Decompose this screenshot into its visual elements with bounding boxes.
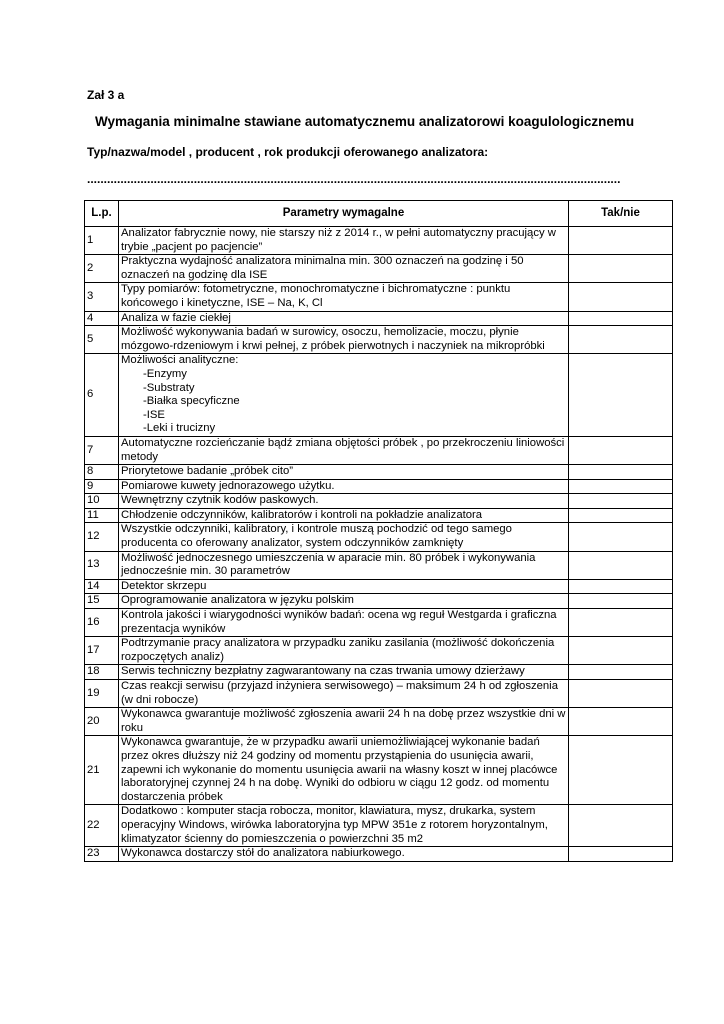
row-number: 23 (85, 847, 119, 862)
row-parameter (119, 665, 569, 680)
parameter-sub-item: -Białka specyficzne (143, 395, 240, 408)
row-number: 9 (85, 479, 119, 494)
yes-no-input-cell[interactable] (569, 326, 673, 354)
table-row (85, 283, 673, 311)
row-number: 13 (85, 551, 119, 579)
requirements-table (84, 200, 673, 862)
row-number: 1 (85, 227, 119, 255)
yes-no-input-cell[interactable] (569, 283, 673, 311)
yes-no-input-cell[interactable] (569, 594, 673, 609)
table-row (85, 255, 673, 283)
yes-no-input-cell[interactable] (569, 436, 673, 464)
parameter-text: Detektor skrzepu (121, 579, 207, 592)
row-parameter (119, 805, 569, 847)
row-parameter (119, 736, 569, 805)
row-parameter (119, 283, 569, 311)
row-parameter (119, 479, 569, 494)
parameter-text: Priorytetowe badanie „próbek cito” (121, 465, 294, 478)
yes-no-input-cell[interactable] (569, 637, 673, 665)
row-number: 22 (85, 805, 119, 847)
parameter-sub-item: -Enzymy (143, 367, 187, 380)
row-number: 17 (85, 637, 119, 665)
parameter-text: Kontrola jakości i wiarygodności wyników badań: ocena wg reguł Westgarda i graficzna prezentacja wyników (121, 609, 557, 635)
row-number: 3 (85, 283, 119, 311)
yes-no-input-cell[interactable] (569, 227, 673, 255)
table-row (85, 665, 673, 680)
table-row (85, 523, 673, 551)
parameter-text: Czas reakcji serwisu (przyjazd inżyniera serwisowego) – maksimum 24 h od zgłoszenia (w dni robocze) (121, 680, 558, 706)
header-yes-no: Tak/nie (569, 201, 673, 227)
row-number: 20 (85, 708, 119, 736)
parameter-text: Serwis techniczny bezpłatny zagwarantowany na czas trwania umowy dzierżawy (121, 665, 525, 678)
table-row (85, 637, 673, 665)
row-number: 16 (85, 609, 119, 637)
yes-no-input-cell[interactable] (569, 708, 673, 736)
yes-no-input-cell[interactable] (569, 609, 673, 637)
row-number: 18 (85, 665, 119, 680)
parameter-text: Wykonawca gwarantuje, że w przypadku awarii uniemożliwiającej wykonanie badań przez okres dłuższy niż 24 godziny od momentu przystąpienia do usunięcia awarii, zapewni ich wykonanie do momentu usunięcia awarii na własny koszt w innej placówce laboratoryjnej czynnej 24 h na dobę. Wyniki do odbioru w ciągu 12 godz. od momentu dostarczenia próbek (121, 736, 558, 803)
row-number: 4 (85, 311, 119, 326)
parameter-text: Wykonawca gwarantuje możliwość zgłoszenia awarii 24 h na dobę przez wszystkie dni w roku (121, 708, 566, 734)
row-parameter (119, 354, 569, 437)
table-row (85, 311, 673, 326)
table-row (85, 479, 673, 494)
row-parameter (119, 311, 569, 326)
row-parameter (119, 609, 569, 637)
row-number: 15 (85, 594, 119, 609)
table-row (85, 227, 673, 255)
parameter-text: Oprogramowanie analizatora w języku polskim (121, 594, 354, 607)
yes-no-input-cell[interactable] (569, 465, 673, 480)
parameter-text: Możliwości analityczne: (121, 354, 239, 367)
parameter-text: Podtrzymanie pracy analizatora w przypadku zaniku zasilania (możliwość dokończenia rozpoczętych analiz) (121, 637, 555, 663)
row-parameter (119, 680, 569, 708)
row-parameter (119, 494, 569, 509)
row-parameter (119, 465, 569, 480)
parameter-text: Możliwość wykonywania badań w surowicy, osoczu, hemolizacie, moczu, płynie mózgowo-rdzeniowym i krwi pełnej, z próbek pierwotnych i naczyniek na mikropróbki (121, 326, 545, 352)
parameter-text: Praktyczna wydajność analizatora minimalna min. 300 oznaczeń na godzinę i 50 oznaczeń na godzinę dla ISE (121, 255, 524, 281)
table-row (85, 708, 673, 736)
parameter-text: Możliwość jednoczesnego umieszczenia w aparacie min. 80 próbek i wykonywania jednocześnie min. 30 parametrów (121, 551, 536, 578)
parameter-text: Wykonawca dostarczy stół do analizatora nabiurkowego. (121, 847, 405, 860)
yes-no-input-cell[interactable] (569, 847, 673, 862)
attachment-label: Zał 3 a (87, 88, 125, 102)
yes-no-input-cell[interactable] (569, 680, 673, 708)
parameter-text: Analiza w fazie ciekłej (121, 311, 231, 324)
table-row (85, 736, 673, 805)
row-parameter (119, 847, 569, 862)
parameter-text: Analizator fabrycznie nowy, nie starszy niż z 2014 r., w pełni automatyczny pracujący w trybie „pacjent po pacjencie” (121, 227, 556, 253)
parameter-sub-item: -Substraty (143, 381, 195, 394)
table-row (85, 508, 673, 523)
yes-no-input-cell[interactable] (569, 494, 673, 509)
row-number: 7 (85, 436, 119, 464)
yes-no-input-cell[interactable] (569, 354, 673, 437)
table-row (85, 354, 673, 437)
row-number: 19 (85, 680, 119, 708)
row-number: 11 (85, 508, 119, 523)
table-row (85, 805, 673, 847)
table-row (85, 847, 673, 862)
table-body (85, 227, 673, 862)
header-parameters: Parametry wymagalne (119, 201, 569, 227)
fill-in-line: ................................................................................................................................................................ (87, 172, 621, 186)
table-row (85, 551, 673, 579)
yes-no-input-cell[interactable] (569, 523, 673, 551)
table-row (85, 326, 673, 354)
row-number: 10 (85, 494, 119, 509)
table-row (85, 465, 673, 480)
yes-no-input-cell[interactable] (569, 508, 673, 523)
parameter-text: Chłodzenie odczynników, kalibratorów i kontroli na pokładzie analizatora (121, 508, 483, 521)
row-number: 21 (85, 736, 119, 805)
header-lp: L.p. (85, 201, 119, 227)
yes-no-input-cell[interactable] (569, 311, 673, 326)
table-row (85, 494, 673, 509)
row-parameter (119, 326, 569, 354)
table-row (85, 436, 673, 464)
row-parameter (119, 551, 569, 579)
row-parameter (119, 579, 569, 594)
table-row (85, 680, 673, 708)
row-number: 8 (85, 465, 119, 480)
row-number: 2 (85, 255, 119, 283)
parameter-text: Automatyczne rozcieńczanie bądź zmiana objętości próbek , po przekroczeniu liniowości metody (121, 436, 565, 463)
parameter-text: Dodatkowo : komputer stacja robocza, monitor, klawiatura, mysz, drukarka, system operacyjny Windows, wirówka laboratoryjna typ MPW 351e z rotorem horyzontalnym, klimatyzator ścienny do pomieszczenia o powierzchni 35 m2 (121, 805, 548, 845)
row-parameter (119, 523, 569, 551)
row-number: 12 (85, 523, 119, 551)
analyzer-model-label: Typ/nazwa/model , producent , rok produkcji oferowanego analizatora: (87, 145, 489, 159)
row-parameter (119, 594, 569, 609)
yes-no-input-cell[interactable] (569, 805, 673, 847)
parameter-text: Typy pomiarów: fotometryczne, monochromatyczne i bichromatyczne : punktu końcowego i kinetyczne, ISE – Na, K, Cl (121, 283, 511, 309)
table-header-row (85, 201, 673, 227)
row-parameter (119, 436, 569, 464)
yes-no-input-cell[interactable] (569, 736, 673, 805)
yes-no-input-cell[interactable] (569, 551, 673, 579)
parameter-text: Wewnętrzny czytnik kodów paskowych. (121, 494, 319, 507)
yes-no-input-cell[interactable] (569, 255, 673, 283)
table-row (85, 594, 673, 609)
yes-no-input-cell[interactable] (569, 579, 673, 594)
row-parameter (119, 508, 569, 523)
row-parameter (119, 708, 569, 736)
row-parameter (119, 227, 569, 255)
row-number: 14 (85, 579, 119, 594)
parameter-text: Pomiarowe kuwety jednorazowego użytku. (121, 479, 335, 492)
parameter-text: Wszystkie odczynniki, kalibratory, i kontrole muszą pochodzić od tego samego producenta co oferowany analizator, system odczynników zamknięty (121, 523, 512, 550)
yes-no-input-cell[interactable] (569, 665, 673, 680)
parameter-sub-item: -ISE (143, 408, 165, 421)
table-row (85, 579, 673, 594)
row-number: 5 (85, 326, 119, 354)
table-row (85, 609, 673, 637)
yes-no-input-cell[interactable] (569, 479, 673, 494)
row-parameter (119, 255, 569, 283)
document-title: Wymagania minimalne stawiane automatycznemu analizatorowi koagulologicznemu (95, 114, 635, 129)
row-number: 6 (85, 354, 119, 437)
row-parameter (119, 637, 569, 665)
parameter-sub-item: -Leki i trucizny (143, 422, 216, 435)
